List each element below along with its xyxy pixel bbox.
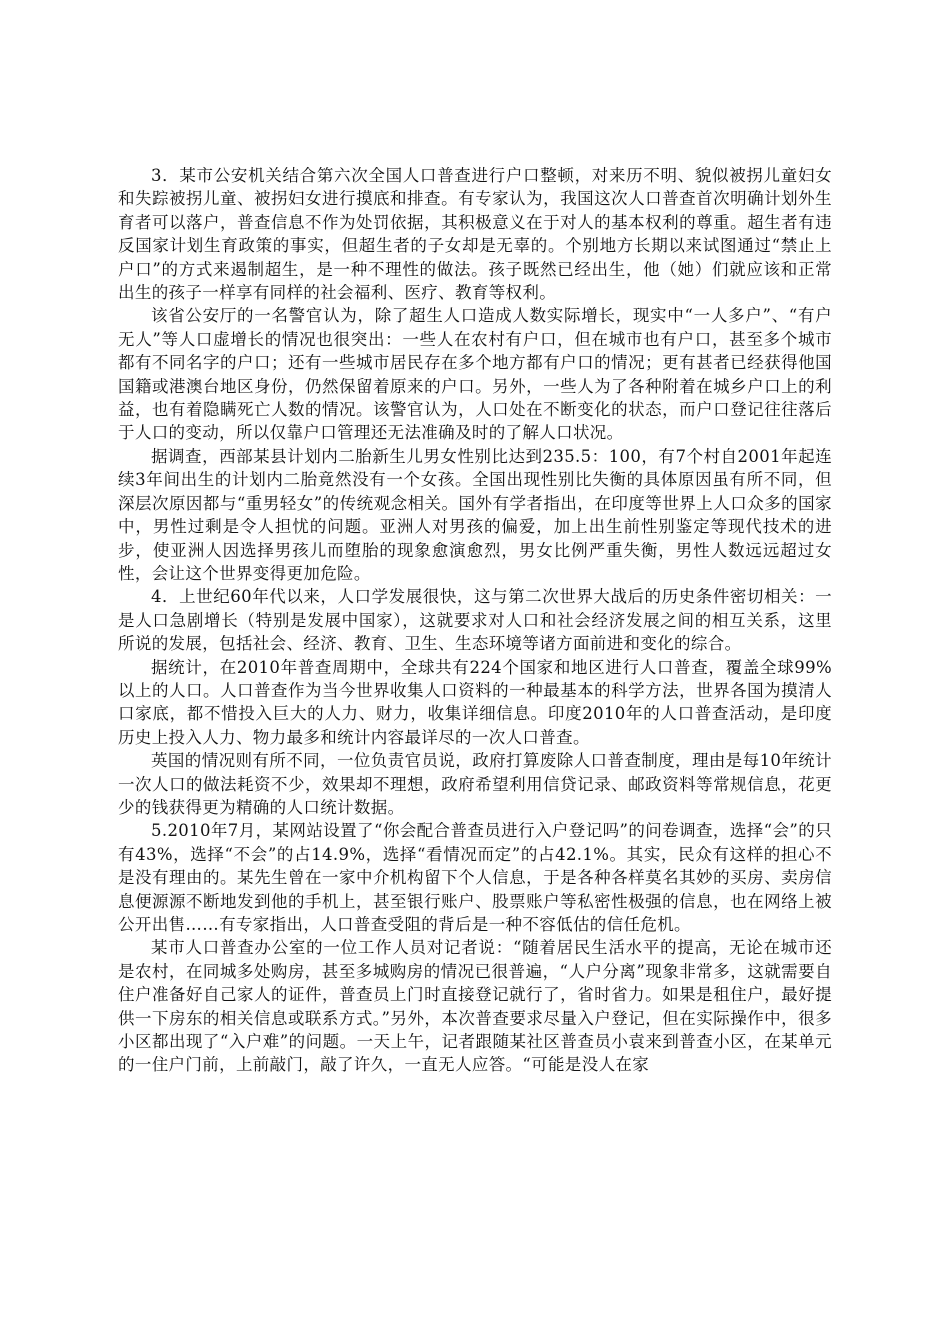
paragraph-police-officer-view: 该省公安厅的一名警官认为，除了超生人口造成人数实际增长，现实中“一人多户”、“有户无人”等人口虚增长的情况也很突出：一些人在农村有户口，但在城市也有户口，甚至多个城市都有不同名字的户口；还有一些城市居民存在多个地方都有户口的情况；更有甚者已经获得他国国籍或港澳台地区身份，仍然保留着原来的户口。另外，一些人为了各种附着在城乡户口上的利益，也有着隐瞒死亡人数的情况。该警官认为，人口处在不断变化的状态，而户口登记往往落后于人口的变动，所以仅靠户口管理还无法准确及时的了解人口状况。 — [118, 306, 832, 443]
paragraph-5-survey: 5.2010年7月，某网站设置了“你会配合普查员进行入户登记吗”的问卷调查，选择“会”的只有43%，选择“不会”的占14.9%，选择“看情况而定”的占42.1%。其实，民众有这样的担心不是没有理由的。某先生曾在一家中介机构留下个人信息，于是各种各样莫名其妙的买房、卖房信息便源源不断地发到他的手机上，甚至银行账户、股票账户等私密性极强的信息，也在网络上被公开出售……有专家指出，人口普查受阻的背后是一种不容低估的信任危机。 — [118, 821, 832, 934]
paragraph-uk-census: 英国的情况则有所不同，一位负责官员说，政府打算废除人口普查制度，理由是每10年统计一次人口的做法耗资不少，效果却不理想，政府希望利用信贷记录、邮政资料等常规信息，花更少的钱获得更为精确的人口统计数据。 — [118, 751, 832, 817]
paragraph-census-office-staff: 某市人口普查办公室的一位工作人员对记者说：“随着居民生活水平的提高，无论在城市还是农村，在同城多处购房，甚至多城购房的情况已很普遍，“人户分离”现象非常多，这就需要自住户准备好自己家人的证件，普查员上门时直接登记就行了，省时省力。如果是租住户，最好提供一下房东的相关信息或联系方式。”另外，本次普查要求尽量入户登记，但在实际操作中，很多小区都出现了“入户难”的问题。一天上午，记者跟随某社区普查员小袁来到普查小区，在某单元的一住户门前，上前敲门，敲了许久，一直无人应答。“可能是没人在家 — [118, 938, 832, 1075]
paragraph-4-demography: 4．上世纪60年代以来，人口学发展很快，这与第二次世界大战后的历史条件密切相关：一是人口急剧增长（特别是发展中国家），这就要求对人口和社会经济发展之间的相互关系，这里所说的发展，包括社会、经济、教育、卫生、生态环境等诸方面前进和变化的综合。 — [118, 587, 832, 654]
paragraph-sex-ratio-survey: 据调查，西部某县计划内二胎新生儿男女性别比达到235.5：100，有7个村自2001年起连续3年间出生的计划内二胎竟然没有一个女孩。全国出现性别比失衡的具体原因虽有所不同，但深层次原因都与“重男轻女”的传统观念相关。国外有学者指出，在印度等世界上人口众多的国家中，男性过剩是令人担忧的问题。亚洲人对男孩的偏爱，加上出生前性别鉴定等现代技术的进步，使亚洲人因选择男孩儿而堕胎的现象愈演愈烈，男女比例严重失衡，男性人数远远超过女性，会让这个世界变得更加危险。 — [118, 446, 832, 583]
paragraph-global-census-statistics: 据统计，在2010年普查周期中，全球共有224个国家和地区进行人口普查，覆盖全球99%以上的人口。人口普查作为当今世界收集人口资料的一种最基本的科学方法，世界各国为摸清人口家底，都不惜投入巨大的人力、财力，收集详细信息。印度2010年的人口普查活动，是印度历史上投入人力、物力最多和统计内容最详尽的一次人口普查。 — [118, 657, 832, 747]
document-body — [118, 164, 832, 1077]
paragraph-3-household-registration: 3．某市公安机关结合第六次全国人口普查进行户口整顿，对来历不明、貌似被拐儿童妇女和失踪被拐儿童、被拐妇女进行摸底和排查。有专家认为，我国这次人口普查首次明确计划外生育者可以落户，普查信息不作为处罚依据，其积极意义在于对人的基本权利的尊重。超生者有违反国家计划生育政策的事实，但超生者的子女却是无辜的。个别地方长期以来试图通过“禁止上户口”的方式来遏制超生，是一种不理性的做法。孩子既然已经出生，他（她）们就应该和正常出生的孩子一样享有同样的社会福利、医疗、教育等权利。 — [118, 166, 832, 303]
